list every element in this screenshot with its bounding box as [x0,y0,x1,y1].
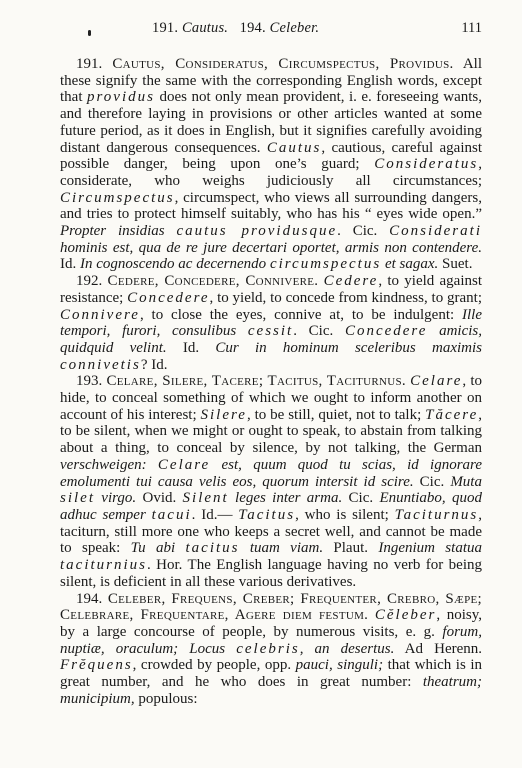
text-run: , to hide, to conceal something of which we ought to inform another on account of his interest; [60,373,483,423]
spaced-latin-term: Silent [182,490,229,507]
text-run: , circumspect, who views all surrounding dangers, and tries to protect himself suitably, who has his “ eyes wide open.” [60,189,482,223]
text-run: , to yield, to concede from kindness, to grant; [209,289,482,306]
text-run: Cic. [413,473,451,490]
text-run: that which is in great number, and he who does in great number: [60,657,482,691]
italic-quotation: tuam viam. [239,540,324,557]
spaced-latin-term: tacui [151,506,192,523]
spaced-latin-term: Considerati [389,223,482,240]
spaced-latin-term: Taciturnus [394,506,479,523]
italic-quotation: Ingenium statua [378,540,482,557]
spaced-latin-term: Celare [410,373,463,390]
spaced-latin-term: Tăcere [425,406,479,423]
spaced-latin-term: Concedere [127,289,210,306]
italic-quotation: Tu abi [130,540,186,557]
text-run: , taciturn, still more one who keeps a secret well, and cannot be made to speak: [60,506,482,557]
text-run: . Hor. The English language having no verb for being silent, is deficient in all these various derivatives. [60,557,482,590]
italic-quotation: In cognoscendo ac decernendo [80,256,270,273]
spaced-latin-term: Tacitus [238,506,296,523]
text-run: , crowded by people, opp. [132,657,296,674]
spaced-latin-term: connivetis [60,356,141,373]
spaced-latin-term: cautus providusque [176,223,338,240]
text-run: . Id.— [191,506,239,523]
spaced-latin-term: Concedere [344,323,428,340]
head-right-word: Celeber. [269,20,320,36]
italic-quotation: , an desertus. [299,640,395,657]
italic-quotation: pauci, singuli; [295,657,384,674]
italic-quotation: Propter insidias [60,223,177,240]
text-run: populous: [134,690,198,707]
text-run: ? Id. [140,356,168,373]
text-run: , considerate, who weighs judiciously all circumstances; [60,156,482,189]
text-run: , to yield against resistance; [60,273,483,306]
running-head [60,20,482,42]
spaced-latin-term: Connivere [60,306,140,323]
spaced-latin-term: Cautus [266,139,322,156]
spaced-latin-term: Circumspectus [60,189,175,206]
entry-headwords: Celare, Silere, Tacere; Tacitus, Taciturnus. [106,373,406,390]
italic-quotation: virgo. [95,490,137,507]
text-run: Id. [60,256,80,273]
text-run: Plaut. [323,540,379,557]
entry-193 [60,373,482,590]
text-run: Ovid. [136,490,183,507]
text-run [368,607,375,623]
text-run: All these signify the same with the corresponding English words, except that [60,56,483,106]
text-run: , to close the eyes, connive at, to be indulgent: [139,306,462,323]
italic-quotation: amicis, quidquid velint. [60,323,482,356]
spaced-latin-term: Celare [157,456,211,473]
entry-192 [60,273,482,373]
italic-quotation: et sagax. [381,256,439,273]
text-run: , who is silent; [295,506,395,523]
entry-number: 191. [76,56,103,72]
ink-mark [88,30,91,36]
spaced-latin-term: Frĕquens [60,657,133,674]
spaced-latin-term: circumspectus [269,256,382,273]
spaced-latin-term: silet [60,490,95,507]
running-head-title [152,20,319,37]
italic-quotation: forum, nuptiæ, oraculum; Locus [60,623,482,657]
head-left-word: Cautus. [182,20,229,36]
text-run: Cic. [342,490,380,507]
entry-number: 192. [76,273,103,290]
entry-headwords: Cautus, Consideratus, Circumspectus, Providus. [112,56,454,72]
italic-quotation: est, quum quod tu scias, id ignorare emolumenti tui causa velis eos, quorum intersit id scire. [60,456,482,490]
spaced-latin-term: cessit [247,323,294,340]
text-run: . Cic. [293,323,345,340]
text-run: Suet. [438,256,473,273]
head-right-number: 194. [239,20,266,36]
entry-191 [60,56,482,273]
entry-number: 193. [76,373,103,390]
text-run: , cautious, careful against possible danger, being upon one’s guard; [60,139,483,173]
entry-194 [60,591,482,708]
page-number: 111 [461,20,482,36]
text-run: Id. [166,339,216,356]
italic-quotation: Enuntiabo, quod adhuc semper [60,490,482,523]
spaced-latin-term: Cĕleber [374,607,437,624]
text-run: does not only mean provident, i. e. foreseeing wants, and therefore laying in provisions or other articles wanted at some future period, as it does in English, but it signifies carefully avoiding distant dangerous consequences. [60,89,483,156]
italic-quotation: Cur in hominum sceleribus maximis [215,339,483,356]
italic-quotation: leges inter arma. [228,490,343,507]
italic-quotation: Ille tempori, furori, consulibus [60,306,482,340]
italic-quotation: verschweigen: [60,456,158,473]
text-run: Ad Herenn. [394,640,483,657]
text-run: , to be still, quiet, not to talk; [246,406,426,423]
entry-number: 194. [76,590,103,607]
italic-quotation: hominis est, qua de re jure decertari oportet, armis non contendere. [60,239,482,256]
spaced-latin-term: Silere [200,406,247,423]
spaced-latin-term: celebris [236,640,300,657]
entry-headwords: Cedere, Concedere, Connivere. [107,273,319,290]
spaced-latin-term: providus [87,89,155,106]
italic-quotation: theatrum; municipium, [60,674,482,707]
text-run: , noisy, by a large concourse of people, by numerous visits, e. g. [60,607,483,640]
text-run: , to be silent, when we might or ought to speak, to abstain from talking about a thing, to conceal by silence, by not talking, the German [60,406,482,457]
spaced-latin-term: Consideratus [374,156,479,173]
text-run: . Cic. [337,223,390,240]
body-text [60,56,482,707]
head-left-number: 191. [152,20,179,36]
spaced-latin-term: taciturnius [60,557,148,574]
entry-headwords: Celeber, Frequens, Creber; Frequenter, Crebro, Sæpe; Celebrare, Frequentare, Agere diem festum. [60,590,482,624]
spaced-latin-term: tacitus [185,540,240,557]
spaced-latin-term: Cedere [323,273,379,290]
italic-quotation: Muta [450,473,482,490]
